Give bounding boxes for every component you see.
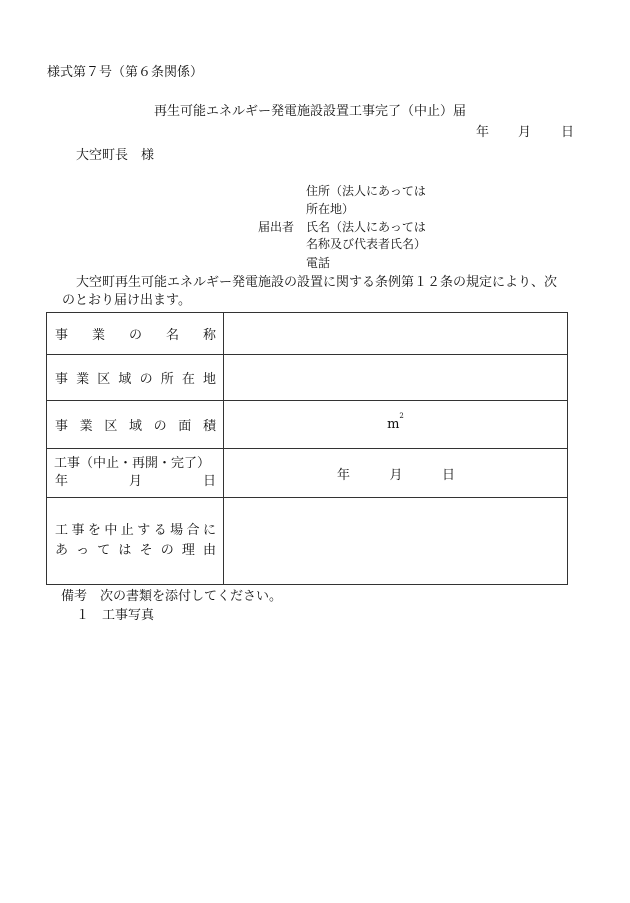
field-work-date[interactable]: 年 月 日: [224, 449, 568, 498]
report-table: [46, 312, 568, 585]
applicant-label: 届出者: [258, 220, 295, 234]
field-area[interactable]: [224, 401, 568, 449]
remarks-item-1: １ 工事写真: [76, 608, 155, 623]
remarks-title: 備考 次の書類を添付してください。: [61, 589, 283, 604]
field-project-name[interactable]: [224, 313, 568, 355]
date-year: 年: [476, 125, 490, 140]
form-number: 様式第７号（第６条関係）: [47, 65, 204, 80]
applicant-name-label-2: 名称及び代表者氏名）: [306, 237, 427, 251]
intro-text-line1: 大空町再生可能エネルギー発電施設の設置に関する条例第１２条の規定により、次: [76, 275, 558, 290]
table-row-location: [47, 355, 568, 401]
addressee: 大空町長 様: [76, 148, 155, 163]
table-row-reason: [47, 498, 568, 585]
document-title: 再生可能エネルギー発電施設設置工事完了（中止）届: [154, 104, 467, 119]
label-project-name: 事 業 の 名 称: [47, 313, 224, 355]
table-row-project-name: [47, 313, 568, 355]
label-work-date: 工事（中止・再開・完了） 年 月 日: [47, 449, 224, 498]
field-reason[interactable]: [224, 498, 568, 585]
label-location: 事 業 区 域 の 所 在 地: [47, 355, 224, 401]
area-unit: $m^2$: [387, 411, 404, 433]
date-day: 日: [561, 125, 575, 140]
label-area: 事 業 区 域 の 面 積: [47, 401, 224, 449]
field-location[interactable]: [224, 355, 568, 401]
label-reason: 工 事 を 中 止 す る 場 合 に あ っ て は そ の 理 由: [47, 498, 224, 585]
date-line: [476, 125, 574, 141]
table-row-work-date: [47, 449, 568, 498]
intro-text-line2: のとおり届け出ます。: [62, 293, 191, 308]
applicant-address-label-2: 所在地）: [306, 202, 355, 216]
applicant-name-label: 氏名（法人にあっては: [306, 220, 426, 234]
applicant-address-label: 住所（法人にあっては: [306, 184, 426, 198]
applicant-phone-label: 電話: [306, 256, 331, 270]
date-month: 月: [518, 125, 532, 140]
table-row-area: [47, 401, 568, 449]
